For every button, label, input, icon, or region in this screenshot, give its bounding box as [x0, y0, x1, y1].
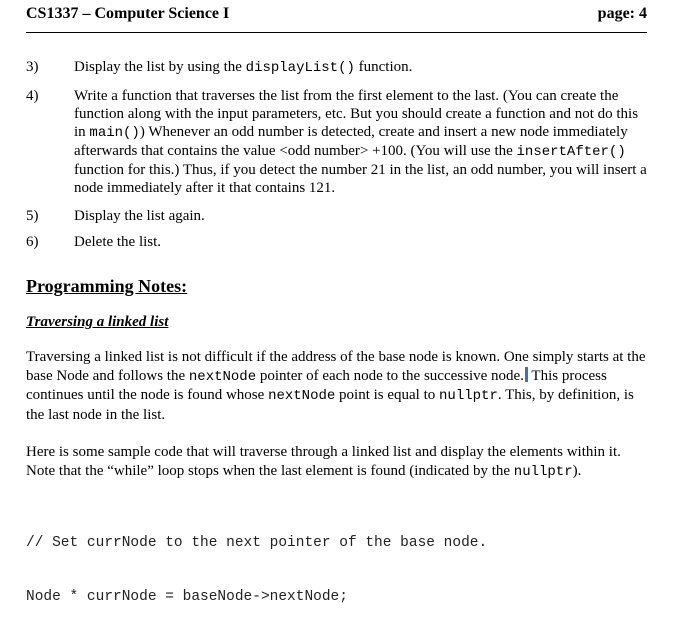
traversing-subheading: Traversing a linked list	[26, 314, 169, 330]
text-run: ) Whenever an odd number is detected, create and insert a new node immediately afterwards that contains the value <odd number> +100. (You will use the	[74, 124, 628, 159]
text-run: function for this.) Thus, if you detect the number 21 in the list, an odd number, you will insert a node immediately after it that contains 121.	[74, 162, 647, 196]
step-number: 4)	[26, 88, 39, 104]
inline-code: nullptr	[439, 388, 498, 404]
text-run: function.	[354, 59, 413, 75]
text-run: Write a function that traverses the list from the first element to the last. (You can create the function along with the input parameters, etc. But you should create a function and not do this in	[74, 88, 639, 140]
code-line: Node * currNode = baseNode->nextNode;	[26, 589, 348, 605]
paragraph-sample-code-intro	[26, 443, 651, 481]
text-run: ).	[572, 462, 582, 479]
text-run: Display the list by using the	[74, 59, 246, 75]
page-number: page: 4	[597, 5, 647, 22]
step-number: 5)	[26, 208, 39, 224]
step-3	[26, 58, 651, 77]
code-comment-line: // Set currNode to the next pointer of the base node.	[26, 535, 488, 551]
course-title: CS1337 – Computer Science I	[26, 5, 230, 22]
text-run: point is equal to	[335, 387, 440, 403]
step-number: 6)	[26, 234, 39, 250]
step-text	[74, 58, 651, 77]
inline-code: main()	[89, 125, 140, 141]
page-header	[26, 2, 647, 33]
text-run: Display the list again.	[74, 208, 205, 224]
inline-code: nextNode	[188, 368, 257, 385]
paragraph-traversal	[26, 348, 651, 424]
inline-code: displayList()	[245, 60, 355, 76]
step-number: 3)	[26, 59, 39, 75]
inline-code: nextNode	[268, 388, 336, 404]
step-4	[26, 87, 651, 197]
step-text	[74, 87, 651, 197]
text-run: This process continues until the node is found whose	[26, 367, 607, 403]
text-run: . This, by definition, is the last node in the list.	[26, 387, 634, 423]
programming-notes-heading: Programming Notes:	[26, 276, 188, 296]
text-run: Delete the list.	[74, 234, 162, 250]
step-5	[26, 207, 651, 225]
text-run: Traversing a linked list is not difficult if the address of the base node is known. One simply starts at the base Node and follows the	[26, 349, 646, 384]
code-block	[26, 498, 487, 624]
step-text	[74, 233, 651, 251]
text-run: Here is some sample code that will traverse through a linked list and display the elements within it. Note that the “while” loop stops when the last element is found (indicated by the	[26, 444, 621, 479]
inline-code: nullptr	[513, 463, 573, 480]
step-6	[26, 233, 651, 251]
text-run: pointer of each node to the successive node.	[256, 367, 524, 384]
step-text	[74, 207, 651, 225]
inline-code: insertAfter()	[516, 144, 626, 160]
